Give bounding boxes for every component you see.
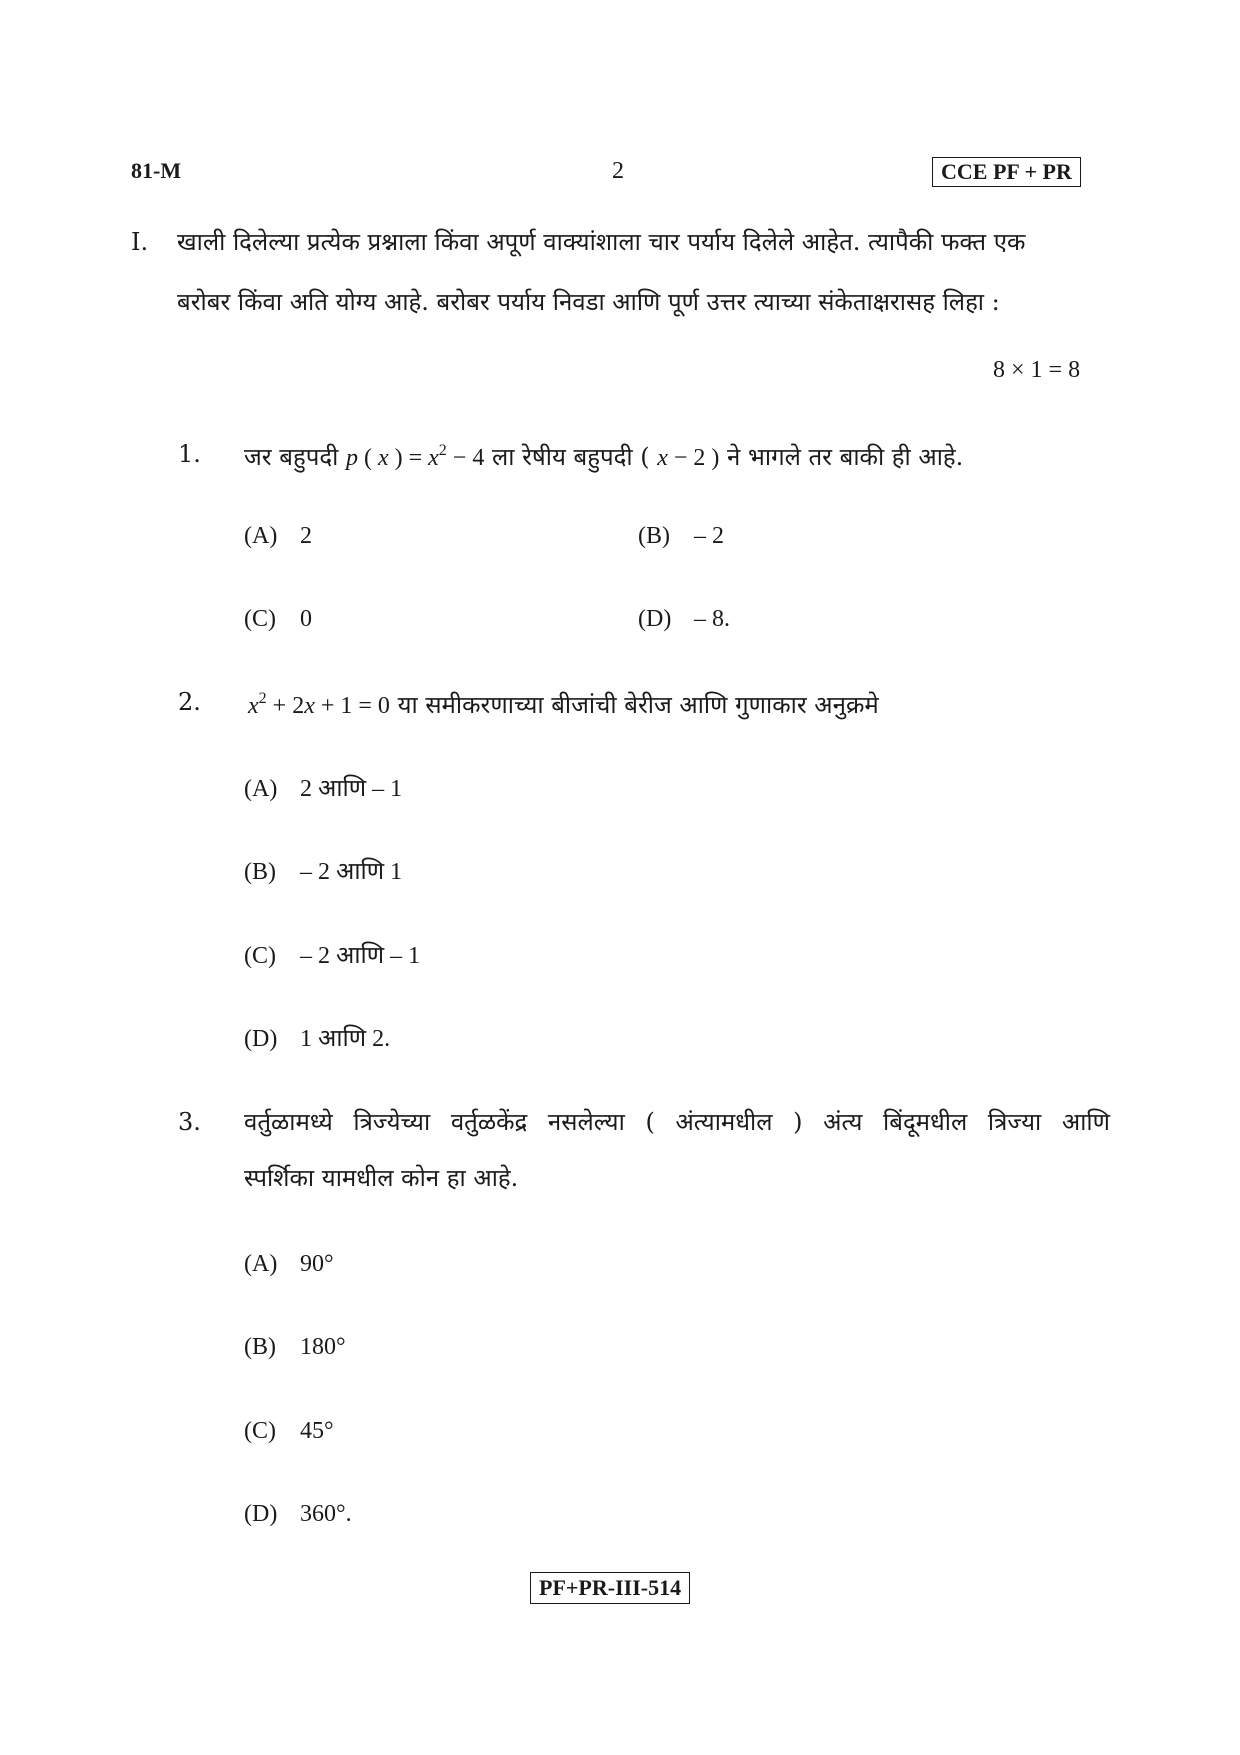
option-b: (B) – 2	[638, 523, 724, 549]
option-c: (C) – 2 आणि – 1	[244, 943, 421, 969]
section-instruction	[177, 212, 1107, 332]
instruction-line-1: खाली दिलेल्या प्रत्येक प्रश्नाला किंवा अपूर्ण वाक्यांशाला चार पर्याय दिलेले आहेत. त्यापैकी फक्त एक	[177, 228, 1026, 256]
question-1-text: जर बहुपदी p ( x ) = $x^2 - 4$ ला रेषीय बहुपदी ( x − 2 ) ने भागले तर बाकी ही आहे.	[244, 442, 964, 471]
option-d: (D) 360°.	[244, 1501, 352, 1527]
question-1-pre: जर बहुपदी	[244, 443, 339, 471]
question-3-line-2: स्पर्शिका यामधील कोन हा आहे.	[244, 1164, 519, 1192]
question-2-text: $x^2 + 2x + 1 = 0$ या समीकरणाच्या बीजांची बेरीज आणि गुणाकार अनुक्रमे	[248, 690, 879, 719]
paper-code: 81-M	[131, 158, 182, 183]
option-b: (B) – 2 आणि 1	[244, 859, 403, 885]
marks-allocation: 8 × 1 = 8	[993, 357, 1081, 383]
option-a: (A) 2	[244, 523, 312, 549]
page-number: 2	[612, 158, 624, 184]
option-c: (C) 0	[244, 606, 312, 632]
question-2-math: $x^2 + 2x + 1 = 0$	[248, 690, 390, 719]
question-3-line-1: वर्तुळामध्ये त्रिज्येच्या वर्तुळकेंद्र नसलेल्या ( अंत्यामधील ) अंत्य बिंदूमधील त्रिज्या आणि	[244, 1108, 1110, 1136]
question-3-text	[244, 1094, 1110, 1206]
footer-code-box: PF+PR-III-514	[530, 1572, 690, 1604]
option-b: (B) 180°	[244, 1334, 346, 1360]
section-numeral: I.	[131, 228, 149, 256]
question-number: 1.	[178, 440, 201, 468]
option-d: (D) 1 आणि 2.	[244, 1026, 391, 1052]
option-d: (D) – 8.	[638, 606, 730, 632]
question-number: 2.	[178, 688, 201, 716]
option-a: (A) 2 आणि – 1	[244, 776, 403, 802]
option-a: (A) 90°	[244, 1251, 334, 1277]
question-number: 3.	[178, 1108, 201, 1136]
question-1-math: p ( x ) = $x^2 - 4$	[345, 442, 485, 471]
option-c: (C) 45°	[244, 1418, 334, 1444]
instruction-line-2: बरोबर किंवा अति योग्य आहे. बरोबर पर्याय निवडा आणि पूर्ण उत्तर त्याच्या संकेताक्षरासह लिहा :	[177, 288, 1000, 316]
series-box: CCE PF + PR	[932, 157, 1081, 187]
